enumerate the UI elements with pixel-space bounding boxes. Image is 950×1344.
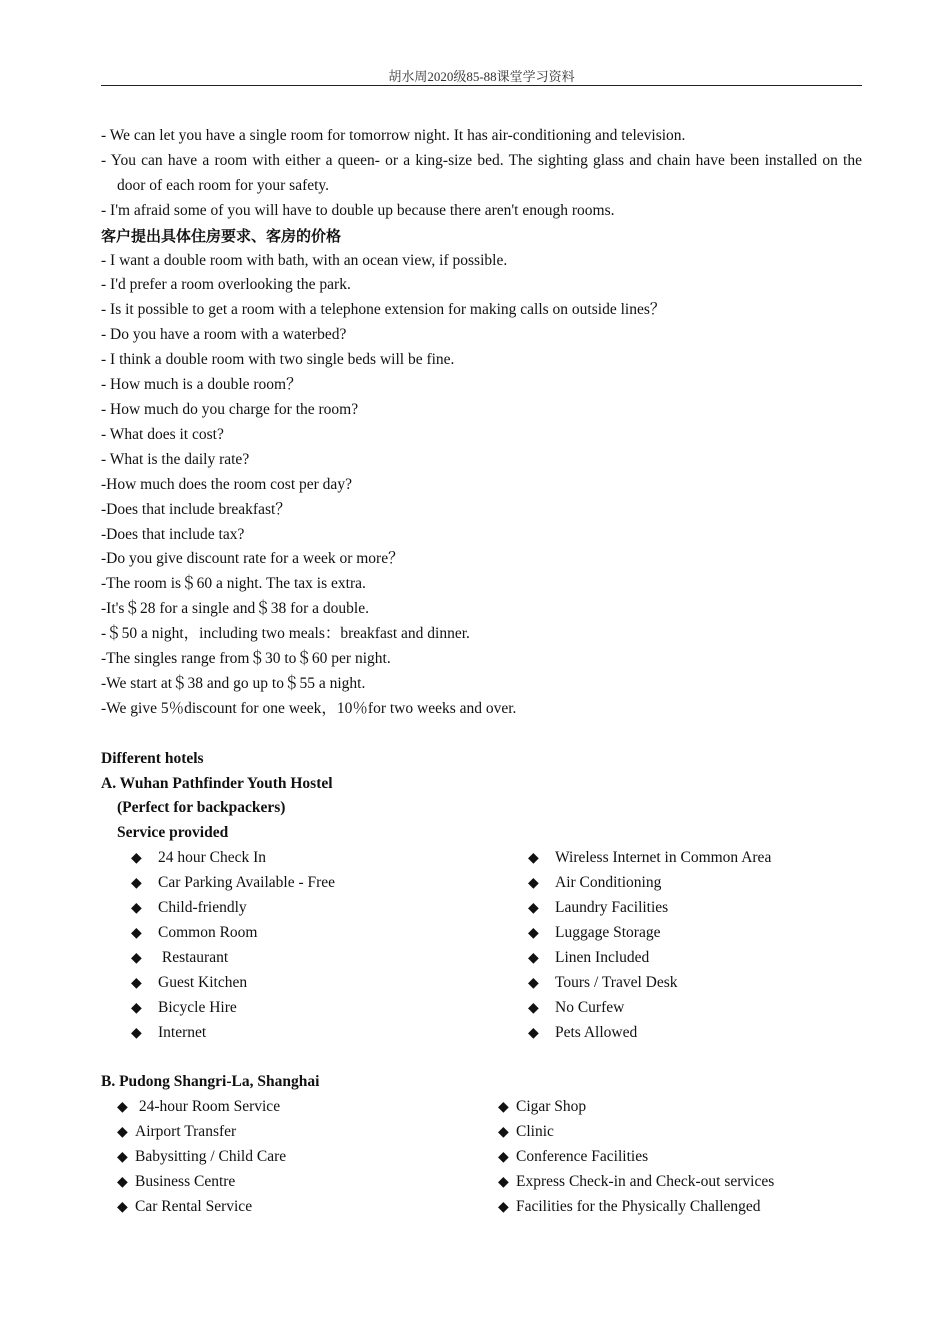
service-label: 24-hour Room Service bbox=[135, 1098, 281, 1116]
service-label: Airport Transfer bbox=[135, 1123, 237, 1141]
service-label: Facilities for the Physically Challenged bbox=[516, 1197, 761, 1215]
service-item bbox=[498, 1120, 878, 1145]
request-line: - I think a double room with two single beds will be fine. bbox=[101, 351, 455, 369]
request-line: - Do you have a room with a waterbed? bbox=[101, 326, 347, 344]
service-label: Linen Included bbox=[555, 948, 650, 966]
service-item bbox=[528, 846, 892, 871]
request-line: -We give 5％discount for one week，10％for two weeks and over. bbox=[101, 699, 517, 717]
hotel-b-services bbox=[117, 1095, 862, 1219]
black-diamond-icon: ◆ bbox=[117, 1148, 128, 1165]
black-diamond-icon: ◆ bbox=[528, 949, 539, 966]
service-item bbox=[117, 1095, 498, 1120]
header-divider bbox=[101, 85, 862, 86]
black-diamond-icon: ◆ bbox=[528, 999, 539, 1016]
request-line: -The singles range from＄30 to＄60 per night. bbox=[101, 650, 391, 668]
hotel-a-services-left bbox=[131, 846, 528, 1045]
black-diamond-icon: ◆ bbox=[131, 875, 142, 892]
request-line: - What does it cost? bbox=[101, 425, 224, 443]
request-line: - How much do you charge for the room? bbox=[101, 400, 359, 418]
page-header: 胡水周2020级85-88课堂学习资料 bbox=[388, 69, 575, 84]
service-label: Restaurant bbox=[158, 948, 229, 966]
service-label: No Curfew bbox=[555, 998, 625, 1016]
service-item bbox=[117, 1195, 498, 1220]
document-body bbox=[101, 124, 862, 1220]
service-item bbox=[131, 1021, 528, 1046]
service-label: Guest Kitchen bbox=[158, 973, 248, 991]
hotel-a-tagline: (Perfect for backpackers) bbox=[117, 799, 286, 817]
service-label: Air Conditioning bbox=[555, 874, 662, 892]
black-diamond-icon: ◆ bbox=[117, 1099, 128, 1116]
service-label: Internet bbox=[158, 1023, 207, 1041]
service-item bbox=[528, 921, 892, 946]
intro-line: - We can let you have a single room for tomorrow night. It has air-conditioning and television. bbox=[101, 127, 686, 144]
service-item bbox=[117, 1145, 498, 1170]
black-diamond-icon: ◆ bbox=[528, 875, 539, 892]
black-diamond-icon: ◆ bbox=[498, 1148, 509, 1165]
service-item bbox=[131, 871, 528, 896]
service-label: Conference Facilities bbox=[516, 1147, 649, 1165]
hotel-b-services-left bbox=[117, 1095, 498, 1219]
service-label: Babysitting / Child Care bbox=[135, 1147, 287, 1165]
request-line: - Is it possible to get a room with a telephone extension for making calls on outside lines？ bbox=[101, 301, 666, 319]
black-diamond-icon: ◆ bbox=[131, 924, 142, 941]
service-item bbox=[528, 946, 892, 971]
black-diamond-icon: ◆ bbox=[498, 1173, 509, 1190]
hotel-a-services-label: Service provided bbox=[117, 824, 229, 842]
spacer bbox=[101, 1045, 862, 1070]
service-item bbox=[117, 1170, 498, 1195]
black-diamond-icon: ◆ bbox=[131, 974, 142, 991]
black-diamond-icon: ◆ bbox=[498, 1124, 509, 1141]
request-line: -How much does the room cost per day? bbox=[101, 475, 352, 493]
intro-line: - You can have a room with either a queen- or a king-size bed. The sighting glass and chain have been installed on the door of each room for your safety. bbox=[101, 151, 862, 194]
black-diamond-icon: ◆ bbox=[528, 1024, 539, 1041]
service-label: Luggage Storage bbox=[555, 923, 661, 941]
black-diamond-icon: ◆ bbox=[131, 1024, 142, 1041]
request-line: -We start at＄38 and go up to＄55 a night. bbox=[101, 674, 366, 692]
service-item bbox=[528, 971, 892, 996]
request-line: - How much is a double room？ bbox=[101, 376, 302, 394]
hotel-a-services-right bbox=[528, 846, 892, 1045]
service-label: Car Rental Service bbox=[135, 1197, 253, 1215]
request-line: - I'd prefer a room overlooking the park. bbox=[101, 276, 351, 294]
service-label: Cigar Shop bbox=[516, 1098, 587, 1116]
service-label: Express Check-in and Check-out services bbox=[516, 1172, 775, 1190]
request-line: -Does that include breakfast？ bbox=[101, 500, 291, 518]
intro-line: - I'm afraid some of you will have to double up because there aren't enough rooms. bbox=[101, 201, 615, 219]
hotel-b-name: B. Pudong Shangri-La, Shanghai bbox=[101, 1073, 320, 1091]
service-item bbox=[131, 971, 528, 996]
black-diamond-icon: ◆ bbox=[528, 924, 539, 941]
black-diamond-icon: ◆ bbox=[117, 1198, 128, 1215]
service-label: Laundry Facilities bbox=[555, 899, 669, 917]
service-item bbox=[498, 1095, 878, 1120]
black-diamond-icon: ◆ bbox=[498, 1099, 509, 1116]
black-diamond-icon: ◆ bbox=[131, 850, 142, 867]
black-diamond-icon: ◆ bbox=[528, 850, 539, 867]
request-line: -Do you give discount rate for a week or more？ bbox=[101, 550, 404, 568]
service-item bbox=[131, 996, 528, 1021]
service-item bbox=[528, 871, 892, 896]
service-label: Pets Allowed bbox=[555, 1023, 638, 1041]
service-item bbox=[528, 996, 892, 1021]
service-item bbox=[498, 1195, 878, 1220]
black-diamond-icon: ◆ bbox=[528, 900, 539, 917]
hotel-a-name: A. Wuhan Pathfinder Youth Hostel bbox=[101, 774, 333, 792]
black-diamond-icon: ◆ bbox=[117, 1173, 128, 1190]
request-line: -Does that include tax? bbox=[101, 525, 245, 543]
hotel-a-services bbox=[131, 846, 862, 1045]
request-line: -The room is＄60 a night. The tax is extra. bbox=[101, 575, 366, 593]
hotel-b-services-right bbox=[498, 1095, 878, 1219]
service-label: Clinic bbox=[516, 1123, 554, 1141]
black-diamond-icon: ◆ bbox=[528, 974, 539, 991]
spacer bbox=[101, 722, 862, 747]
black-diamond-icon: ◆ bbox=[117, 1124, 128, 1141]
service-label: Wireless Internet in Common Area bbox=[555, 849, 772, 867]
service-label: Tours / Travel Desk bbox=[555, 973, 678, 991]
service-label: Child-friendly bbox=[158, 899, 247, 917]
black-diamond-icon: ◆ bbox=[131, 999, 142, 1016]
black-diamond-icon: ◆ bbox=[131, 900, 142, 917]
black-diamond-icon: ◆ bbox=[498, 1198, 509, 1215]
service-item bbox=[117, 1120, 498, 1145]
request-list bbox=[101, 249, 862, 722]
service-item bbox=[498, 1145, 878, 1170]
service-item bbox=[131, 846, 528, 871]
section-heading: 客户提出具体住房要求、客房的价格 bbox=[101, 226, 342, 245]
service-item bbox=[131, 896, 528, 921]
service-item bbox=[131, 921, 528, 946]
hotels-heading: Different hotels bbox=[101, 749, 204, 767]
black-diamond-icon: ◆ bbox=[131, 949, 142, 966]
service-item bbox=[498, 1170, 878, 1195]
request-line: - What is the daily rate? bbox=[101, 450, 250, 468]
service-label: Bicycle Hire bbox=[158, 998, 237, 1016]
service-item bbox=[528, 1021, 892, 1046]
service-label: Car Parking Available - Free bbox=[158, 874, 336, 892]
request-line: -It's＄28 for a single and＄38 for a double. bbox=[101, 600, 369, 618]
request-line: -＄50 a night，including two meals：breakfast and dinner. bbox=[101, 625, 470, 643]
service-item bbox=[528, 896, 892, 921]
service-label: Common Room bbox=[158, 923, 258, 941]
service-item bbox=[131, 946, 528, 971]
service-label: 24 hour Check In bbox=[158, 849, 267, 867]
request-line: - I want a double room with bath, with an ocean view, if possible. bbox=[101, 251, 508, 269]
service-label: Business Centre bbox=[135, 1172, 236, 1190]
